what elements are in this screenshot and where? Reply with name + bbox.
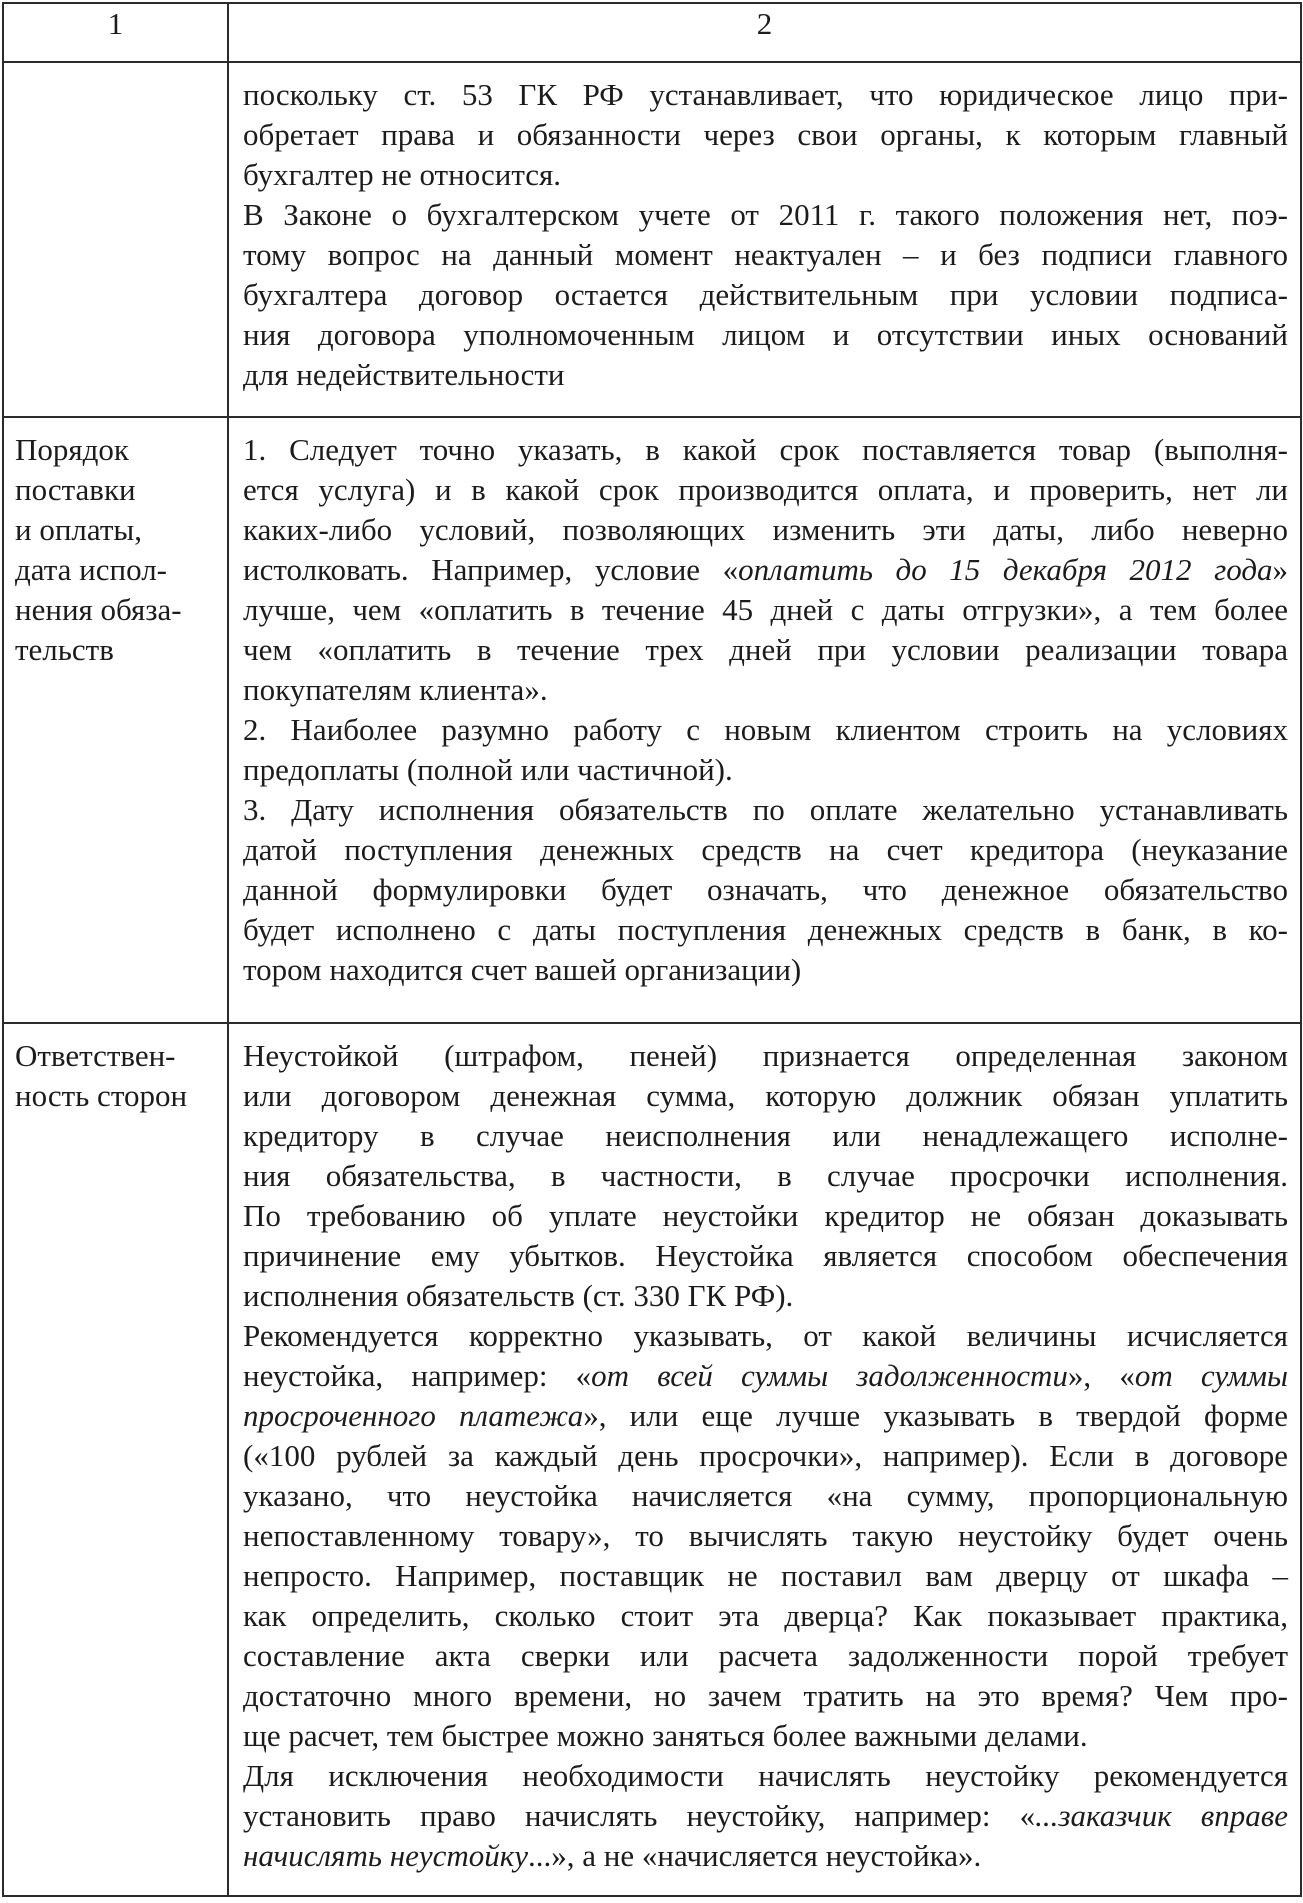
text-line bbox=[243, 1796, 1288, 1836]
text-line: ния обязательства, в частности, в случае просрочки исполнения. bbox=[243, 1158, 1288, 1193]
italic-run: ...заказчик вправе bbox=[1035, 1798, 1288, 1833]
text-line: В Законе о бухгалтерском учете от 2011 г. такого положения нет, поэ- bbox=[243, 197, 1288, 232]
text-line: По требованию об уплате неустойки кредитор не обязан доказывать bbox=[243, 1198, 1288, 1233]
label-line: тельств bbox=[15, 632, 114, 667]
text-line: указано, что неустойка начисляется «на сумму, пропорциональную bbox=[243, 1478, 1288, 1513]
text-line: поскольку ст. 53 ГК РФ устанавливает, что юридическое лицо при- bbox=[243, 77, 1288, 112]
cell-text bbox=[229, 1024, 1300, 1876]
text-line: непоставленному товару», то вычислять такую неустойку будет очень bbox=[243, 1518, 1288, 1553]
text-run: неустойка, например: « bbox=[243, 1358, 592, 1393]
text-run: истолковать. Например, условие « bbox=[243, 552, 739, 587]
text-line: чем «оплатить в течение трех дней при условии реализации товара bbox=[243, 632, 1288, 667]
text-run: установить право начислять неустойку, например: « bbox=[243, 1798, 1036, 1833]
text-line bbox=[243, 1356, 1288, 1396]
label-line: Порядок bbox=[15, 432, 129, 467]
row-label-cell bbox=[3, 417, 228, 1023]
row-label bbox=[4, 1024, 227, 1116]
text-line: составление акта сверки или расчета задолженности порой требует bbox=[243, 1638, 1288, 1673]
italic-run: оплатить до 15 декабря 2012 года bbox=[738, 552, 1273, 587]
text-line: будет исполнено с даты поступления денежных средств в банк, в ко- bbox=[243, 912, 1288, 947]
text-line: бухгалтер не относится. bbox=[243, 157, 562, 192]
text-line: ще расчет, тем быстрее можно заняться более важными делами. bbox=[243, 1718, 1088, 1753]
text-line: каких-либо условий, позволяющих изменить эти даты, либо неверно bbox=[243, 512, 1288, 547]
row-content-cell bbox=[228, 1023, 1301, 1896]
row-content-cell bbox=[228, 417, 1301, 1023]
italic-run: начислять неустойку bbox=[243, 1838, 528, 1873]
text-line: Рекомендуется корректно указывать, от какой величины исчисляется bbox=[243, 1318, 1288, 1353]
header-col-1: 1 bbox=[3, 3, 228, 62]
text-line: 1. Следует точно указать, в какой срок поставляется товар (выполня- bbox=[243, 432, 1288, 467]
text-line: достаточно много времени, но зачем тратить на это время? Чем про- bbox=[243, 1678, 1288, 1713]
table-row bbox=[3, 1023, 1301, 1896]
text-line: лучше, чем «оплатить в течение 45 дней с даты отгрузки», а тем более bbox=[243, 592, 1288, 627]
label-line: поставки bbox=[15, 472, 136, 507]
row-label-cell bbox=[3, 62, 228, 417]
text-line: («100 рублей за каждый день просрочки», например). Если в договоре bbox=[243, 1438, 1288, 1473]
text-line: Неустойкой (штрафом, пеней) признается определенная законом bbox=[243, 1038, 1288, 1073]
text-line: предоплаты (полной или частичной). bbox=[243, 752, 733, 787]
cell-text bbox=[229, 418, 1300, 990]
text-line: тому вопрос на данный момент неактуален – и без подписи главного bbox=[243, 237, 1288, 272]
text-line: датой поступления денежных средств на счет кредитора (неуказание bbox=[243, 832, 1288, 867]
text-line: 3. Дату исполнения обязательств по оплате желательно устанавливать bbox=[243, 792, 1288, 827]
text-line: непросто. Например, поставщик не поставил вам дверцу от шкафа – bbox=[243, 1558, 1288, 1593]
text-run: ...», а не «начисляется неустойка». bbox=[528, 1838, 982, 1873]
label-line: нения обяза- bbox=[15, 592, 182, 627]
label-line: и оплаты, bbox=[15, 512, 142, 547]
text-line: Для исключения необходимости начислять неустойку рекомендуется bbox=[243, 1758, 1288, 1793]
text-line: 2. Наиболее разумно работу с новым клиентом строить на условиях bbox=[243, 712, 1288, 747]
text-line bbox=[243, 550, 1288, 590]
table-row bbox=[3, 417, 1301, 1023]
row-label-cell bbox=[3, 1023, 228, 1896]
text-run: », или еще лучше указывать в твердой форме bbox=[583, 1398, 1288, 1433]
label-line: ность сторон bbox=[15, 1078, 188, 1113]
text-line: исполнения обязательств (ст. 330 ГК РФ). bbox=[243, 1278, 794, 1313]
text-line: причинение ему убытков. Неустойка является способом обеспечения bbox=[243, 1238, 1288, 1273]
contract-table bbox=[2, 2, 1302, 1897]
text-run: », « bbox=[1067, 1358, 1135, 1393]
text-line: или договором денежная сумма, которую должник обязан уплатить bbox=[243, 1078, 1288, 1113]
row-content-cell bbox=[228, 62, 1301, 417]
italic-run: от всей суммы задолженности bbox=[591, 1358, 1068, 1393]
label-line: Ответствен- bbox=[15, 1038, 176, 1073]
text-line: для недействительности bbox=[243, 357, 565, 392]
header-col-2: 2 bbox=[228, 3, 1301, 62]
text-line: кредитору в случае неисполнения или ненадлежащего исполне- bbox=[243, 1118, 1288, 1153]
cell-text bbox=[229, 63, 1300, 395]
text-line: обретает права и обязанности через свои органы, к которым главный bbox=[243, 117, 1288, 152]
text-line: данной формулировки будет означать, что денежное обязательство bbox=[243, 872, 1288, 907]
header-row bbox=[3, 3, 1301, 62]
table-row bbox=[3, 62, 1301, 417]
text-line bbox=[243, 1396, 1288, 1436]
text-line: покупателям клиента». bbox=[243, 672, 548, 707]
text-line: как определить, сколько стоит эта дверца? Как показывает практика, bbox=[243, 1598, 1288, 1633]
text-run: » bbox=[1272, 552, 1289, 587]
text-line: ния договора уполномоченным лицом и отсутствии иных оснований bbox=[243, 317, 1288, 352]
text-line: ется услуга) и в какой срок производится оплата, и проверить, нет ли bbox=[243, 472, 1288, 507]
label-line: дата испол- bbox=[15, 552, 167, 587]
text-line: бухгалтера договор остается действительным при условии подписа- bbox=[243, 277, 1288, 312]
italic-run: просроченного платежа bbox=[243, 1398, 584, 1433]
text-line bbox=[243, 1836, 1288, 1876]
text-line: тором находится счет вашей организации) bbox=[243, 952, 802, 987]
italic-run: от суммы bbox=[1134, 1358, 1289, 1393]
row-label bbox=[4, 418, 227, 670]
